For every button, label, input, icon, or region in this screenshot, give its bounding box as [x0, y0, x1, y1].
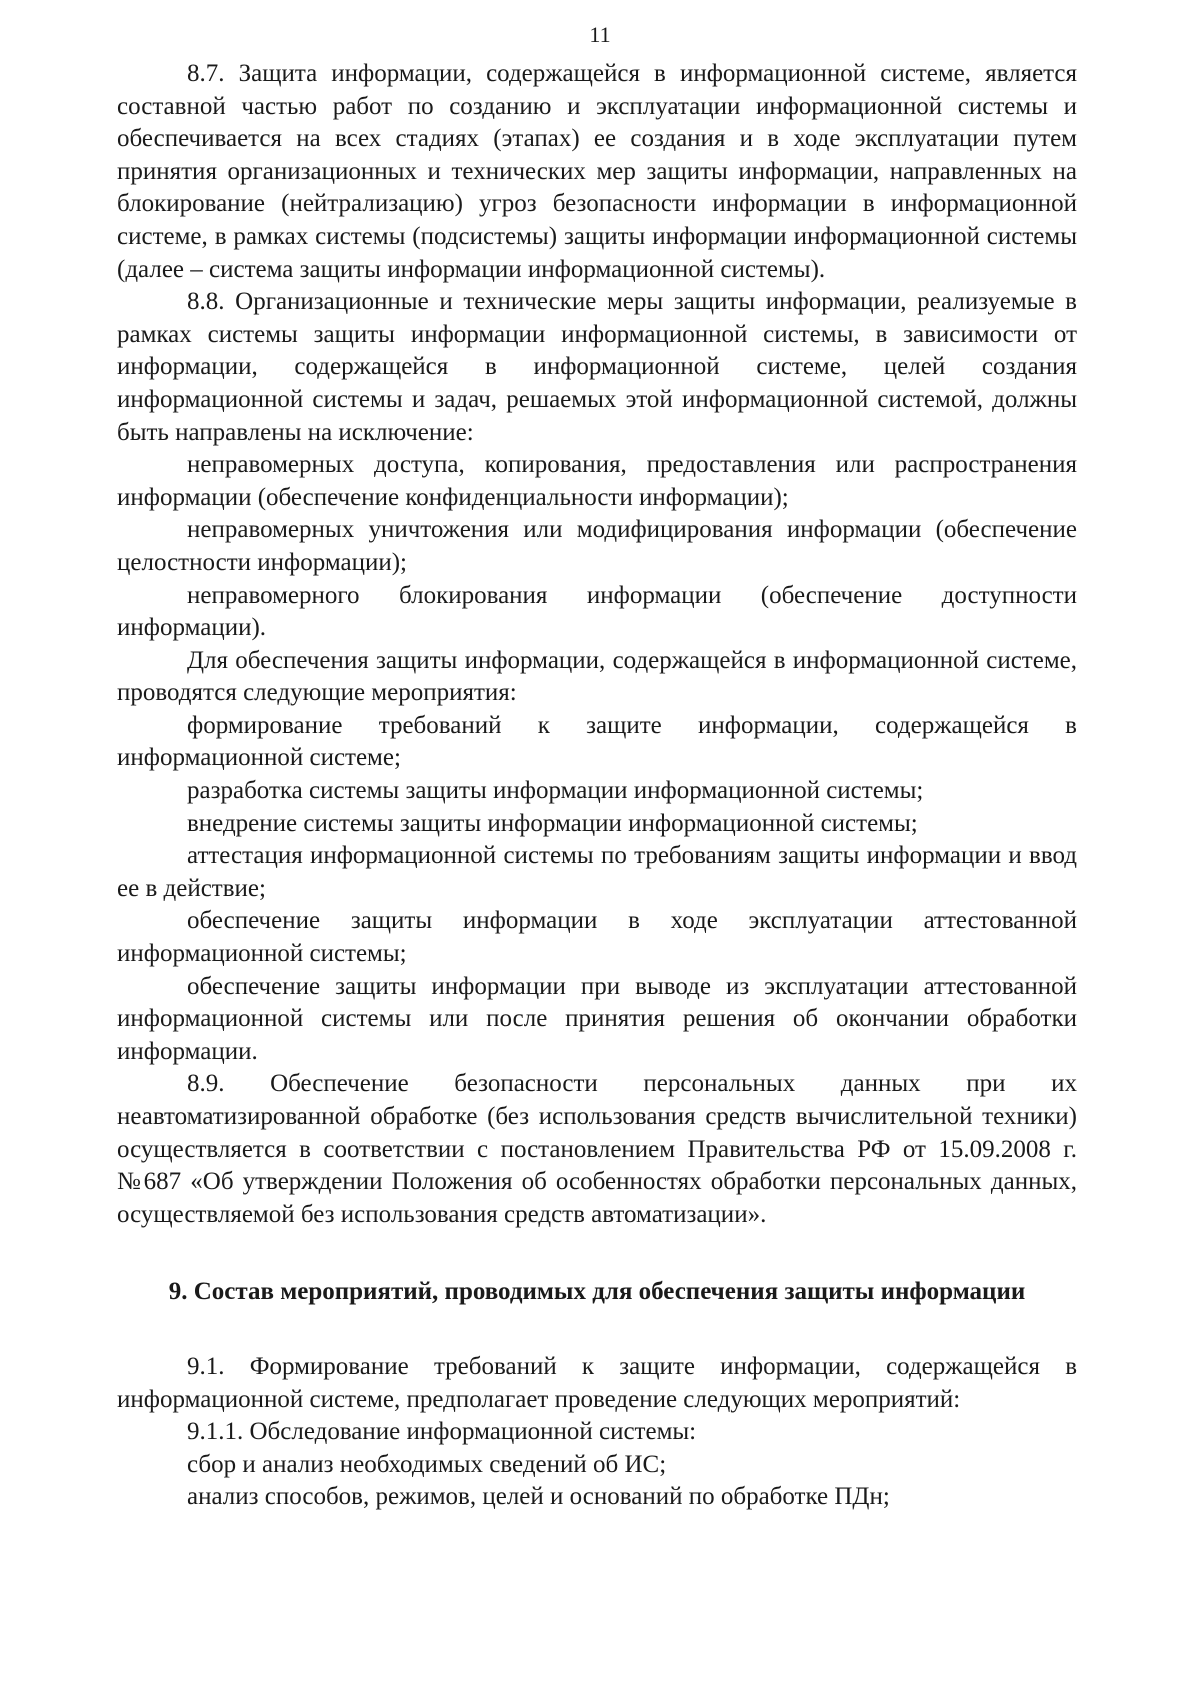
list-item-analysis: анализ способов, режимов, целей и оснований по обработке ПДн; — [187, 1483, 890, 1511]
list-item-operation: обеспечение защиты информации в ходе эксплуатации аттестованной информационной системы; — [117, 907, 1077, 968]
paragraph-9-1: 9.1. Формирование требований к защите информации, содержащейся в информационной системе, предполагает проведение следующих мероприятий: — [117, 1352, 1077, 1413]
list-item-integrity: неправомерных уничтожения или модифицирования информации (обеспечение целостности информации); — [117, 516, 1077, 576]
list-item-decommission: обеспечение защиты информации при выводе из эксплуатации аттестованной информационной системы или после принятия решения об окончании обработки информации. — [117, 972, 1077, 1065]
list-item-requirements: формирование требований к защите информации, содержащейся в информационной системе; — [117, 711, 1077, 772]
list-item-implementation: внедрение системы защиты информации информационной системы; — [187, 809, 918, 837]
list-item-development: разработка системы защиты информации информационной системы; — [187, 777, 924, 805]
list-item-confidentiality: неправомерных доступа, копирования, предоставления или распространения информации (обеспечение конфиденциальности информации); — [117, 451, 1077, 511]
list-item-collection: сбор и анализ необходимых сведений об ИС; — [187, 1450, 667, 1478]
paragraph-9-1-1: 9.1.1. Обследование информационной системы: — [187, 1418, 697, 1446]
list-item-availability: неправомерного блокирования информации (обеспечение доступности информации). — [117, 581, 1077, 642]
document-body — [117, 58, 1077, 1514]
list-item-attestation: аттестация информационной системы по требованиям защиты информации и ввод ее в действие; — [117, 842, 1077, 902]
page-number: 11 — [589, 22, 611, 47]
paragraph-8-8: 8.8. Организационные и технические меры защиты информации, реализуемые в рамках системы защиты информации информационной системы, в зависимости от информации, содержащейся в информационной системе, целей создания информационной системы и задач, решаемых этой информационной системой, должны быть направлены на исключение: — [117, 288, 1077, 446]
paragraph-8-9: 8.9. Обеспечение безопасности персональных данных при их неавтоматизированной обработке (без использования средств вычислительной техники) осуществляется в соответствии с постановлением Правительства РФ от 15.09.2008 г. №687 «Об утверждении Положения об особенностях обработки персональных данных, осуществляемой без использования средств автоматизации». — [117, 1070, 1077, 1228]
paragraph-8-7: 8.7. Защита информации, содержащейся в информационной системе, является составной частью работ по созданию и эксплуатации информационной системы и обеспечивается на всех стадиях (этапах) ее создания и в ходе эксплуатации путем принятия организационных и технических мер защиты информации, направленных на блокирование (нейтрализацию) угроз безопасности информации в информационной системе, в рамках системы (подсистемы) защиты информации информационной системы (далее – система защиты информации информационной системы). — [117, 60, 1077, 283]
section-9-heading: 9. Состав мероприятий, проводимых для обеспечения защиты информации — [168, 1278, 1026, 1306]
paragraph-measures-intro: Для обеспечения защиты информации, содержащейся в информационной системе, проводятся следующие мероприятия: — [117, 646, 1077, 707]
